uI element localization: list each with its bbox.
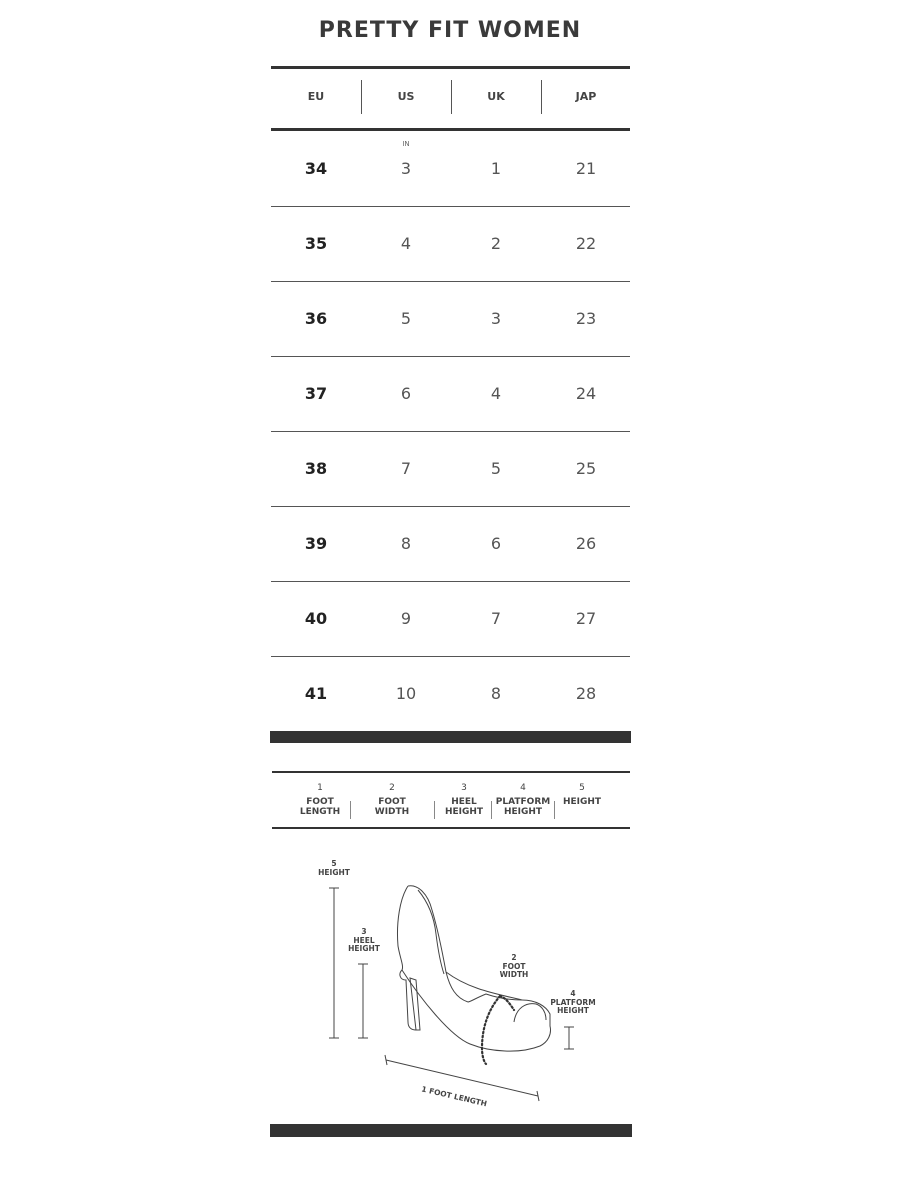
row-divider bbox=[271, 356, 630, 357]
measurement-legend bbox=[272, 771, 630, 829]
legend-top-rule bbox=[272, 771, 630, 773]
cell-uk: 8 bbox=[490, 684, 502, 703]
shoe-measurement-diagram bbox=[270, 850, 632, 1120]
legend-divider bbox=[350, 801, 351, 819]
cell-jap: 23 bbox=[575, 309, 597, 328]
cell-jap: 26 bbox=[575, 534, 597, 553]
legend-foot-width: 2 FOOT WIDTH bbox=[374, 783, 410, 817]
legend-platform-height: 4 PLATFORM HEIGHT bbox=[495, 783, 551, 817]
cell-eu: 37 bbox=[304, 384, 328, 403]
us-unit-note: IN bbox=[402, 140, 410, 148]
cell-jap: 27 bbox=[575, 609, 597, 628]
cell-uk: 4 bbox=[490, 384, 502, 403]
cell-uk: 7 bbox=[490, 609, 502, 628]
row-divider bbox=[271, 656, 630, 657]
diagram-foot-width-label: 2 FOOT WIDTH bbox=[499, 953, 529, 979]
cell-eu: 36 bbox=[304, 309, 328, 328]
cell-us: 6 bbox=[400, 384, 412, 403]
cell-us: 7 bbox=[400, 459, 412, 478]
header-us: US bbox=[397, 90, 415, 103]
cell-jap: 28 bbox=[575, 684, 597, 703]
cell-uk: 3 bbox=[490, 309, 502, 328]
diagram-heel-height-label: 3 HEEL HEIGHT bbox=[348, 927, 380, 953]
legend-bottom-rule bbox=[272, 827, 630, 829]
cell-jap: 25 bbox=[575, 459, 597, 478]
header-jap: JAP bbox=[575, 90, 597, 103]
cell-us: 8 bbox=[400, 534, 412, 553]
page-footer-bar bbox=[270, 1124, 632, 1137]
shoe-illustration bbox=[270, 850, 632, 1120]
diagram-foot-length-label: 1 FOOT LENGTH bbox=[420, 1084, 488, 1109]
header-eu: EU bbox=[307, 90, 325, 103]
row-divider bbox=[271, 581, 630, 582]
legend-foot-length: 1 FOOT LENGTH bbox=[299, 783, 341, 817]
cell-uk: 6 bbox=[490, 534, 502, 553]
cell-eu: 41 bbox=[304, 684, 328, 703]
row-divider bbox=[271, 281, 630, 282]
cell-eu: 38 bbox=[304, 459, 328, 478]
cell-jap: 22 bbox=[575, 234, 597, 253]
row-divider bbox=[271, 206, 630, 207]
cell-uk: 1 bbox=[490, 159, 502, 178]
cell-eu: 35 bbox=[304, 234, 328, 253]
cell-uk: 5 bbox=[490, 459, 502, 478]
cell-us: 5 bbox=[400, 309, 412, 328]
cell-jap: 21 bbox=[575, 159, 597, 178]
row-divider bbox=[271, 431, 630, 432]
cell-eu: 39 bbox=[304, 534, 328, 553]
cell-us: 9 bbox=[400, 609, 412, 628]
cell-jap: 24 bbox=[575, 384, 597, 403]
table-footer-bar bbox=[270, 731, 631, 743]
diagram-height-label: 5 HEIGHT bbox=[318, 859, 350, 877]
row-divider bbox=[271, 506, 630, 507]
cell-eu: 34 bbox=[304, 159, 328, 178]
cell-eu: 40 bbox=[304, 609, 328, 628]
cell-us: 4 bbox=[400, 234, 412, 253]
cell-us: 3 bbox=[400, 159, 412, 178]
legend-height: 5 HEIGHT bbox=[562, 783, 602, 807]
header-uk: UK bbox=[487, 90, 505, 103]
diagram-platform-height-label: 4 PLATFORM HEIGHT bbox=[550, 989, 596, 1015]
cell-us: 10 bbox=[395, 684, 417, 703]
legend-heel-height: 3 HEEL HEIGHT bbox=[444, 783, 484, 817]
cell-uk: 2 bbox=[490, 234, 502, 253]
header-bottom-rule bbox=[271, 128, 630, 131]
page-title: PRETTY FIT WOMEN bbox=[318, 18, 582, 43]
